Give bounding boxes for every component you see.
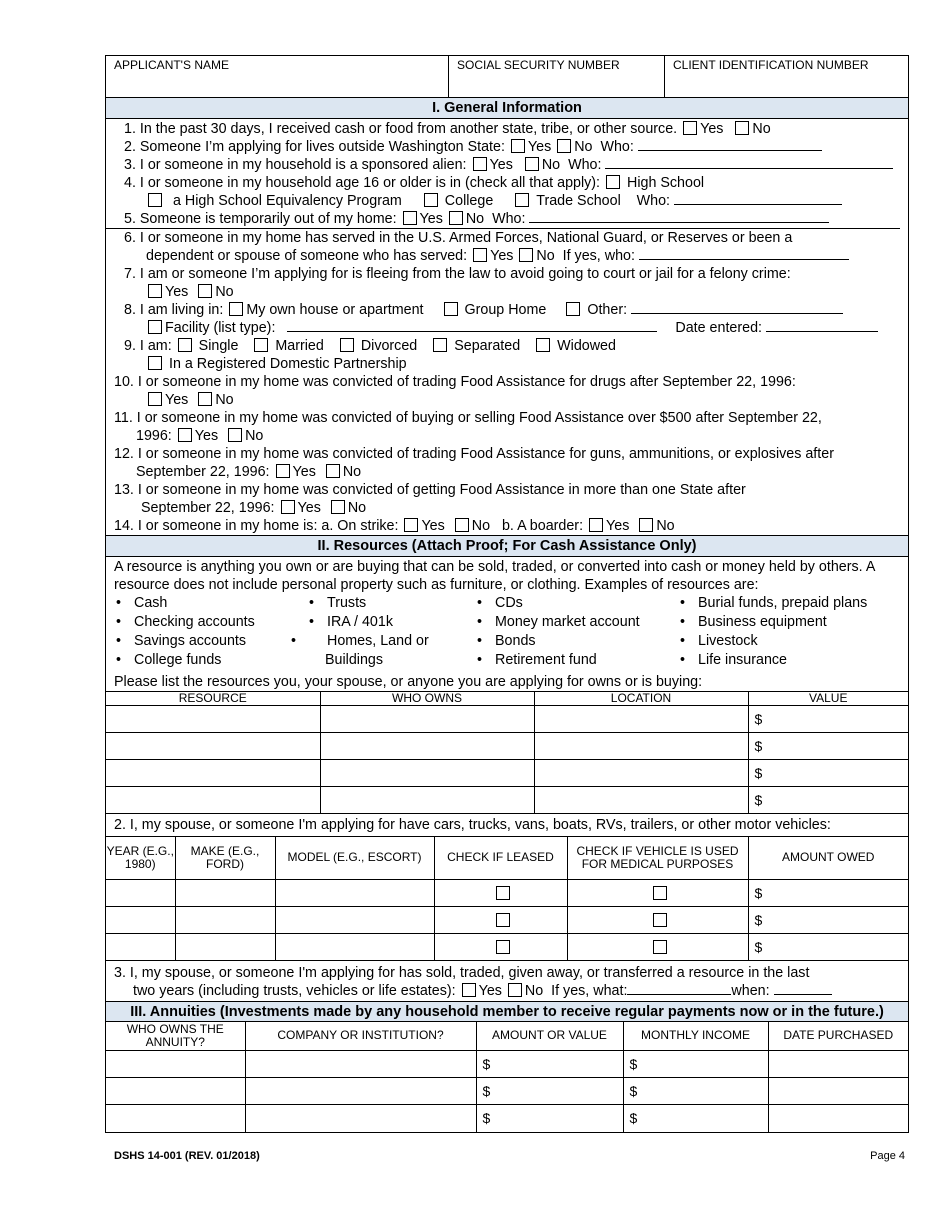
medical-checkbox[interactable]: [653, 940, 667, 954]
q13-no-checkbox[interactable]: [331, 500, 345, 514]
question-6-continued: dependent or spouse of someone who has served: Yes No If yes, who:: [114, 247, 900, 265]
own-house-checkbox[interactable]: [229, 302, 243, 316]
example-item: • Money market account: [475, 613, 678, 632]
section-3-title: III. Annuities (Investments made by any household member to receive regular payments now or in the future.): [106, 1001, 908, 1022]
example-item: • Retirement fund: [475, 651, 678, 670]
question-11: 11. I or someone in my home was convicted of buying or selling Food Assistance over $500 after September 22,: [114, 410, 822, 426]
resource-examples: [106, 594, 908, 670]
client-id-field[interactable]: [665, 56, 908, 97]
model-col-header: MODEL (E.G., ESCORT): [275, 837, 434, 879]
examples-column-2: [307, 594, 475, 670]
question-12: 12. I or someone in my home was convicted of trading Food Assistance for guns, ammunitions, or explosives after: [114, 446, 834, 462]
q11-no-checkbox[interactable]: [228, 428, 242, 442]
example-item: • College funds: [114, 651, 307, 670]
question-4: 4. I or someone in my household age 16 or older is in (check all that apply): High School: [124, 175, 705, 191]
applicant-name-field[interactable]: [106, 56, 449, 97]
question-14: 14. I or someone in my home is: a. On strike: Yes No b. A boarder: Yes No: [114, 518, 675, 534]
transfer-what-field[interactable]: [627, 994, 731, 995]
table-row: $: [106, 787, 908, 814]
question-5: 5. Someone is temporarily out of my home: Yes No Who:: [114, 210, 900, 228]
other-checkbox[interactable]: [566, 302, 580, 316]
facility-checkbox[interactable]: [148, 320, 162, 334]
q10-yes-checkbox[interactable]: [148, 392, 162, 406]
table-row: $: [106, 906, 908, 933]
q5-yes-checkbox[interactable]: [403, 211, 417, 225]
ssn-field[interactable]: [449, 56, 665, 97]
monthly-income-col-header: MONTHLY INCOME: [623, 1022, 768, 1051]
question-10: 10. I or someone in my home was convicted of trading Food Assistance for drugs after September 22, 1996:: [114, 374, 796, 390]
leased-checkbox[interactable]: [496, 913, 510, 927]
resource-definition: A resource is anything you own or are buying that can be sold, traded, or converted into cash or money held by others. A resource does not include personal property such as furniture, or clothing. Examples of resources are:: [114, 559, 875, 593]
who-owns-col-header: WHO OWNS: [320, 692, 534, 706]
leased-col-header: CHECK IF LEASED: [434, 837, 567, 879]
general-information: [106, 119, 908, 535]
q3-who-field[interactable]: [605, 168, 893, 169]
group-home-checkbox[interactable]: [444, 302, 458, 316]
q2-yes-checkbox[interactable]: [511, 139, 525, 153]
leased-checkbox[interactable]: [496, 886, 510, 900]
examples-column-4: [678, 594, 900, 670]
location-col-header: LOCATION: [534, 692, 748, 706]
company-col-header: COMPANY OR INSTITUTION?: [245, 1022, 476, 1051]
table-row: $: [106, 733, 908, 760]
client-id-label: CLIENT IDENTIFICATION NUMBER: [673, 58, 869, 72]
single-checkbox[interactable]: [178, 338, 192, 352]
q2-no-checkbox[interactable]: [557, 139, 571, 153]
form-id: DSHS 14-001 (REV. 01/2018): [114, 1150, 260, 1162]
vehicles-table: [106, 837, 908, 961]
medical-col-header: CHECK IF VEHICLE IS USED FOR MEDICAL PURPOSES: [567, 837, 748, 879]
form-header: [106, 56, 908, 98]
example-item: • CDs: [475, 594, 678, 613]
table-row: $: [106, 706, 908, 733]
transfer-when-field[interactable]: [774, 994, 832, 995]
q6-no-checkbox[interactable]: [519, 248, 533, 262]
high-school-checkbox[interactable]: [606, 175, 620, 189]
example-item: • IRA / 401k: [307, 613, 475, 632]
q1-no-checkbox[interactable]: [735, 121, 749, 135]
question-6: 6. I or someone in my home has served in the U.S. Armed Forces, National Guard, or Reserves or been a: [106, 228, 900, 247]
college-checkbox[interactable]: [424, 193, 438, 207]
widowed-checkbox[interactable]: [536, 338, 550, 352]
table-row: $ $: [106, 1051, 908, 1078]
example-item: • Life insurance: [678, 651, 900, 670]
question-9-continued: In a Registered Domestic Partnership: [114, 355, 900, 373]
q11-yes-checkbox[interactable]: [178, 428, 192, 442]
question-2: 2. Someone I’m applying for lives outside Washington State: Yes No Who:: [114, 138, 900, 156]
question-11-continued: 1996: Yes No: [136, 428, 264, 444]
question-13: 13. I or someone in my home was convicted of getting Food Assistance in more than one State after: [114, 482, 746, 498]
hsep-checkbox[interactable]: [148, 193, 162, 207]
example-item: • Savings accounts: [114, 632, 307, 651]
trade-school-checkbox[interactable]: [515, 193, 529, 207]
section-1-title: I. General Information: [106, 98, 908, 119]
medical-checkbox[interactable]: [653, 886, 667, 900]
question-8-continued: Facility (list type): Date entered:: [114, 319, 900, 337]
example-item: • Bonds: [475, 632, 678, 651]
question-3: 3. I or someone in my household is a sponsored alien: Yes No Who:: [114, 156, 900, 174]
question-8: 8. I am living in: My own house or apartment Group Home Other:: [114, 301, 900, 319]
question-10-continued: Yes No: [114, 391, 900, 409]
example-item: • Trusts: [307, 594, 475, 613]
q12-no-checkbox[interactable]: [326, 464, 340, 478]
year-col-header: YEAR (E.G., 1980): [106, 837, 175, 879]
table-row: $: [106, 879, 908, 906]
resource-col-header: RESOURCE: [106, 692, 320, 706]
section-2-title: II. Resources (Attach Proof; For Cash Assistance Only): [106, 535, 908, 557]
q1-yes-checkbox[interactable]: [683, 121, 697, 135]
annuities-table: [106, 1022, 908, 1132]
boarder-yes-checkbox[interactable]: [589, 518, 603, 532]
vehicles-question: 2. I, my spouse, or someone I'm applying for have cars, trucks, vans, boats, RVs, trailers, or other motor vehicles:: [106, 814, 908, 837]
q12-yes-checkbox[interactable]: [276, 464, 290, 478]
q5-no-checkbox[interactable]: [449, 211, 463, 225]
annuity-owner-col-header: WHO OWNS THE ANNUITY?: [106, 1022, 245, 1051]
facility-type-field[interactable]: [287, 331, 657, 332]
table-row: $ $: [106, 1078, 908, 1105]
leased-checkbox[interactable]: [496, 940, 510, 954]
transfer-question: 3. I, my spouse, or someone I'm applying for has sold, traded, given away, or transferred a resource in the last two years (including trusts, vehicles or life estates): Yes No If yes, what: when:: [106, 961, 908, 1001]
examples-column-1: [114, 594, 307, 670]
resources-table: [106, 691, 908, 814]
transfer-no-checkbox[interactable]: [508, 983, 522, 997]
example-item: • Homes, Land or Buildings: [307, 632, 475, 670]
q13-yes-checkbox[interactable]: [281, 500, 295, 514]
example-item: • Business equipment: [678, 613, 900, 632]
question-1: 1. In the past 30 days, I received cash or food from another state, tribe, or other source. Yes No: [124, 121, 771, 137]
example-item: • Cash: [114, 594, 307, 613]
q6-who-field[interactable]: [639, 259, 849, 260]
question-4-continued: a High School Equivalency Program College Trade School Who:: [114, 192, 900, 210]
table-row: $: [106, 760, 908, 787]
medical-checkbox[interactable]: [653, 913, 667, 927]
rdp-checkbox[interactable]: [148, 356, 162, 370]
married-checkbox[interactable]: [254, 338, 268, 352]
table-row: $: [106, 933, 908, 960]
q3-yes-checkbox[interactable]: [473, 157, 487, 171]
q4-who-field[interactable]: [674, 204, 842, 205]
example-item: • Livestock: [678, 632, 900, 651]
q2-who-field[interactable]: [638, 150, 822, 151]
example-item: • Burial funds, prepaid plans: [678, 594, 900, 613]
question-7-continued: Yes No: [114, 283, 900, 301]
q6-yes-checkbox[interactable]: [473, 248, 487, 262]
q7-yes-checkbox[interactable]: [148, 284, 162, 298]
strike-yes-checkbox[interactable]: [404, 518, 418, 532]
question-13-continued: September 22, 1996: Yes No: [141, 500, 367, 516]
table-row: $ $: [106, 1105, 908, 1132]
ssn-label: SOCIAL SECURITY NUMBER: [457, 58, 620, 72]
separated-checkbox[interactable]: [433, 338, 447, 352]
page-number: Page 4: [870, 1150, 905, 1162]
transfer-yes-checkbox[interactable]: [462, 983, 476, 997]
q3-no-checkbox[interactable]: [525, 157, 539, 171]
resource-list-prompt: Please list the resources you, your spouse, or anyone you are applying for owns or is buying:: [114, 674, 703, 690]
q10-no-checkbox[interactable]: [198, 392, 212, 406]
question-12-continued: September 22, 1996: Yes No: [136, 464, 362, 480]
application-form: [105, 55, 909, 1133]
example-item: • Checking accounts: [114, 613, 307, 632]
boarder-no-checkbox[interactable]: [639, 518, 653, 532]
applicant-name-label: APPLICANT'S NAME: [114, 58, 229, 72]
other-living-field[interactable]: [631, 313, 843, 314]
make-col-header: MAKE (E.G., FORD): [175, 837, 275, 879]
value-col-header: VALUE: [748, 692, 908, 706]
divorced-checkbox[interactable]: [340, 338, 354, 352]
examples-column-3: [475, 594, 678, 670]
amount-owed-col-header: AMOUNT OWED: [748, 837, 908, 879]
q5-who-field[interactable]: [529, 222, 829, 223]
date-entered-field[interactable]: [766, 331, 878, 332]
date-purchased-col-header: DATE PURCHASED: [768, 1022, 908, 1051]
amount-col-header: AMOUNT OR VALUE: [476, 1022, 623, 1051]
question-7: 7. I am or someone I’m applying for is fleeing from the law to avoid going to court or jail for a felony crime:: [124, 266, 791, 282]
question-9: 9. I am: Single Married Divorced Separated Widowed: [124, 338, 616, 354]
q7-no-checkbox[interactable]: [198, 284, 212, 298]
strike-no-checkbox[interactable]: [455, 518, 469, 532]
